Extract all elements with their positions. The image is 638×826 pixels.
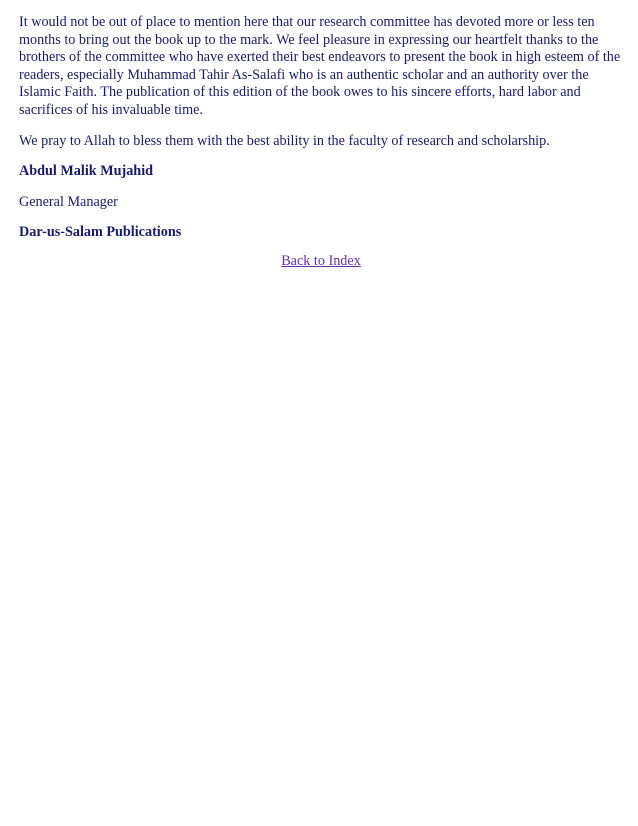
- back-to-index-link[interactable]: Back to Index: [281, 252, 361, 269]
- signature-name: Abdul Malik Mujahid: [19, 163, 154, 180]
- signature-organization: Dar-us-Salam Publications: [19, 224, 182, 241]
- document-page: [19, 14, 623, 284]
- signature-title: General Manager: [19, 193, 118, 210]
- back-link-container: [19, 253, 623, 271]
- prayer-paragraph: We pray to Allah to bless them with the best ability in the faculty of research and scholarship.: [19, 132, 550, 149]
- acknowledgement-paragraph: It would not be out of place to mention here that our research committee has devoted more or less ten months to bring out the book up to the mark. We feel pleasure in expressing our heartfelt thanks to the brothers of the committee who have exerted their best endeavors to present the book in high esteem of the readers, especially Muhammad Tahir As-Salafi who is an authentic scholar and an authority over the Islamic Faith. The publication of this edition of the book owes to his sincere efforts, hard labor and sacrifices of his invaluable time.: [19, 14, 621, 118]
